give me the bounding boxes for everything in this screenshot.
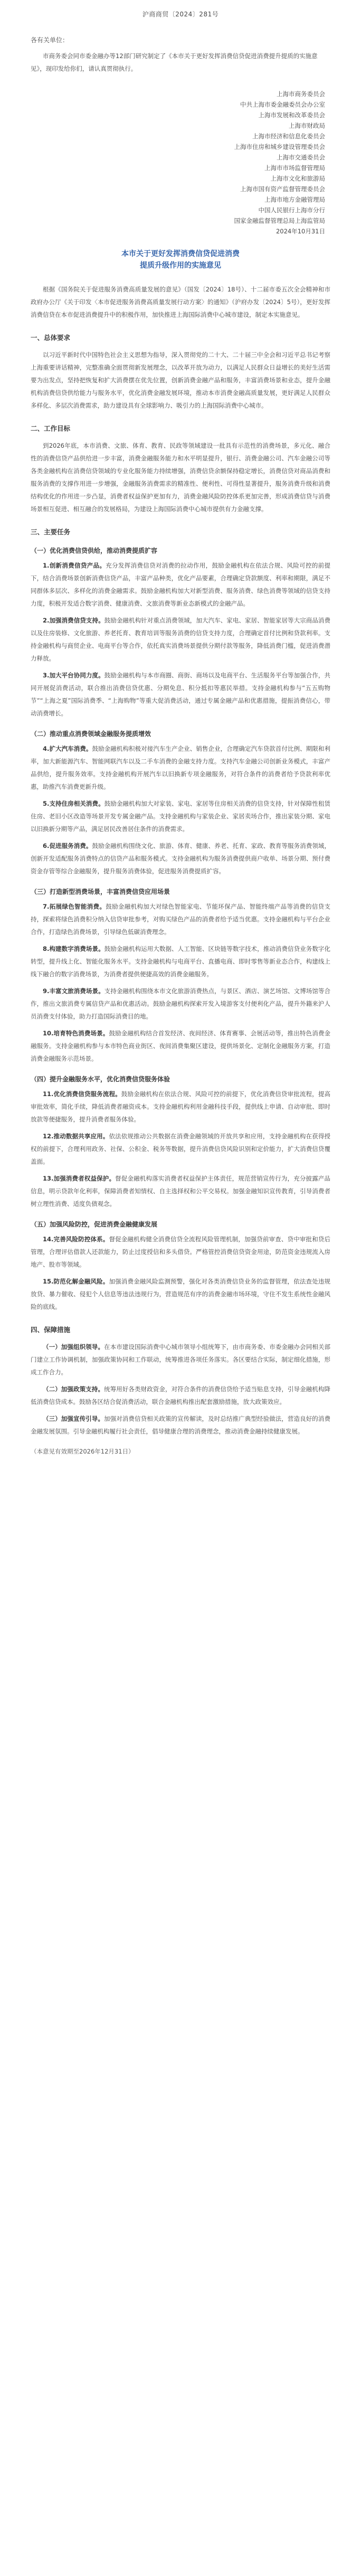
item-heading: （二）加强政策支持。 [43,1385,104,1393]
item-text: 督促金融机构落实消费者权益保护主体责任，规范营销宣传行为，充分披露产品信息，明示贷款年化利率，保障消费者知情权、自主选择权和公平交易权。加强金融知识宣传教育，引导消费者树立理性消费、适度负债观念。 [31,1175,331,1207]
section-heading: 一、总体要求 [31,334,71,342]
signer-item: 上海市地方金融管理局 [264,196,325,203]
item-text: 鼓励金融机构结合首发经济、夜间经济、体育赛事、会展活动等，推出特色消费金融服务。支持金融机构参与本市特色商业街区、夜间消费集聚区建设，提供场景化、定制化金融服务方案，打造消费金融服务示范场景。 [31,1030,331,1062]
list-item [31,900,330,938]
item-heading: 2.加强消费信贷支持。 [43,617,104,624]
signer-item: 中国人民银行上海市分行 [258,206,325,214]
item-heading: 5.支持住房相关消费。 [43,800,104,807]
signer-list [31,89,330,237]
item-heading: 8.构建数字消费场景。 [43,945,104,952]
list-item [31,1275,330,1313]
list-item [31,839,330,877]
subsection-heading: （四）提升金融服务水平，优化消费信贷服务体验 [31,1075,170,1083]
list-item [31,614,330,665]
signer-item: 上海市文化和旅游局 [270,175,325,182]
signer-item: 上海市发展和改革委员会 [258,111,325,119]
item-heading: （一）加强组织领导。 [43,1343,104,1351]
signer-item: 上海市商务委员会 [277,90,325,98]
validity-note: （本意见有效期至2026年12月31日） [31,1448,135,1455]
item-heading: 13.加强消费者权益保护。 [43,1175,116,1182]
section-heading: 二、工作目标 [31,424,71,432]
subsection-heading: （一）优化消费信贷供给，推动消费提质扩容 [31,547,158,554]
item-text: 鼓励金融机构加大对绿色智能家电、节能环保产品、智能终端产品等消费的信贷支持，探索将绿色消费积分纳入信贷审批参考，对购买绿色产品的消费者给予适当优惠。支持金融机构与平台企业合作，打造绿色消费场景，引导绿色低碳消费理念。 [31,903,330,936]
list-item [31,669,330,720]
item-text: 鼓励金融机构积极对接汽车生产企业、销售企业，合理确定汽车贷款首付比例、期限和利率，加大新能源汽车、智能网联汽车以及二手车消费的金融支持力度。支持汽车金融公司创新业务模式，丰富产品供给，提升服务效率。支持金融机构开展汽车以旧换新专项金融服务，对符合条件的消费者给予贷款利率优惠，助推汽车消费更新升级。 [31,745,330,790]
signer-item: 上海市经济和信息化委员会 [252,133,325,140]
item-text: 加强消费金融风险监测预警，强化对各类消费信贷业务的监督管理，依法查处违规放贷、暴力催收、侵犯个人信息等违法违规行为，营造规范有序的消费金融市场环境，守住不发生系统性金融风险的底线。 [31,1278,331,1310]
item-text: 统筹用好各类财政资金，对符合条件的消费信贷给予适当贴息支持，引导金融机构降低消费信贷成本。鼓励各区结合促消费活动，联合金融机构推出配套激励措施，放大政策效应。 [31,1385,331,1405]
list-item [31,797,330,835]
signer-item: 上海市国有资产监督管理委员会 [240,185,325,193]
list-item [31,1088,330,1126]
item-text: 鼓励金融机构加大对家装、家电、家居等住房相关消费的信贷支持，针对保障性租赁住房、老旧小区改造等场景开发专属金融产品。支持金融机构与家装企业、家居卖场合作，推出家装分期、家电以旧换新分期等产品，满足居民改善居住条件的消费需求。 [31,800,331,833]
item-text: 鼓励金融机构针对重点消费领域，加大汽车、家电、家居、智能家居等大宗商品消费以及住房装修、文化旅游、养老托育、教育培训等服务消费的信贷支持力度，合理确定首付比例和贷款利率。支持金融机构与商贸企业、电商平台等合作，依托真实消费场景提供分期付款等服务，降低消费门槛，促进消费潜力释放。 [31,617,331,662]
preamble-paragraph: 根据《国务院关于促进服务消费高质量发展的意见》（国发〔2024〕18号）、十二届市委五次全会精神和市政府办公厅《关于印发〈本市促进服务消费高质量发展行动方案〉的通知》（沪府办发〔2024〕5号），更好发挥消费信贷在本市促进消费提升中的积极作用，加快推进上海国际消费中心城市建设，制定本实施意见。 [31,286,330,318]
document-number: 沪商商贸〔2024〕281号 [142,11,219,18]
document-title-line: 本市关于更好发挥消费信贷促进消费 [121,250,240,258]
item-heading: 1.创新消费信贷产品。 [43,562,106,569]
list-item [31,1130,330,1168]
list-item [31,1412,330,1438]
subsection-heading: （三）打造新型消费场景，丰富消费信贷应用场景 [31,888,170,895]
subsection-heading: （五）加强风险防控，促进消费金融健康发展 [31,1221,158,1228]
item-text: 依法依规推动公共数据在消费金融领域的开放共享和应用，支持金融机构在获得授权的前提下，合理利用政务、社保、公积金、税务等数据，提升消费信贷风险识别和定价能力，扩大消费信贷覆盖面。 [31,1133,331,1165]
list-item [31,742,330,793]
signer-date: 2024年10月31日 [276,228,325,235]
list-item [31,1172,330,1210]
item-text: 加强对消费信贷相关政策的宣传解读，及时总结推广典型经验做法，营造良好的消费金融发展氛围。引导金融机构履行社会责任，倡导健康合理的消费理念，推动消费金融持续健康发展。 [31,1415,331,1435]
item-heading: 15.防范化解金融风险。 [43,1278,109,1285]
list-item [31,559,330,610]
item-heading: （三）加强宣传引导。 [43,1415,104,1422]
item-heading: 7.拓展绿色智能消费。 [43,903,106,910]
section-heading: 四、保障措施 [31,1326,71,1334]
item-text: 鼓励金融机构在依法合规、风险可控的前提下，优化消费信贷审批流程，提高审批效率，简化手续，降低消费者融资成本。支持金融机构利用金融科技手段，提供线上申请、自动审批、即时放款等便捷服务，提升消费者服务体验。 [31,1090,331,1123]
item-heading: 12.推动数据共享应用。 [43,1133,109,1140]
list-item [31,1341,330,1379]
section-paragraph: 到2026年底，本市消费、文旅、体育、教育、民政等领域建设一批具有示范性的消费场景，多元化、融合性的消费信贷产品供给进一步丰富，消费金融服务能力和水平明显提升，银行、消费金融公司、汽车金融公司等各类金融机构在消费信贷领域的专业化服务能力持续增强，消费信贷余额保持稳定增长，消费信贷对商品消费和服务消费的支撑作用进一步增强，金融服务消费需求的精准性、便利性、可得性显著提升，服务消费升级和消费结构优化的作用进一步凸显，消费者权益保护更加有力，消费金融风险防控体系更加完善，形成消费信贷与消费场景相互促进、相互融合的发展格局，为建设上海国际消费中心城市提供有力金融支撑。 [31,442,330,513]
item-heading: 10.培育特色消费场景。 [43,1030,109,1037]
signer-item: 中共上海市委金融委员会办公室 [240,101,325,108]
item-text: 在本市建设国际消费中心城市领导小组统筹下，由市商务委、市委金融办会同相关部门建立工作协调机制，加强政策协同和工作联动，统筹推进各项任务落实。各区要结合实际，制定细化措施，形成工作合力。 [31,1343,331,1376]
item-heading: 11.优化消费信贷服务流程。 [43,1090,121,1098]
list-item [31,1027,330,1065]
item-text: 鼓励金融机构围绕文化、旅游、体育、健康、养老、托育、家政、教育等服务消费领域，创新开发适配服务消费特点的信贷产品和服务模式。支持金融机构为服务消费提供商户收单、场景分期、预付费资金存管等综合金融服务，提升服务消费体验，促进服务消费提质扩容。 [31,842,330,875]
item-text: 支持金融机构围绕本市文化旅游消费热点，与景区、酒店、演艺场馆、文博场馆等合作，推出文旅消费专属信贷产品和优惠活动。鼓励金融机构探索开发入境游客支付便利化产品，提升外籍来沪人员消费支付体验，助力打造国际消费目的地。 [31,987,331,1020]
list-item [31,942,330,980]
subsection-heading: （二）推动重点消费领域金融服务提质增效 [31,730,151,738]
intro-paragraph: 市商务委会同市委金融办等12部门研究制定了《本市关于更好发挥消费信贷促进消费提升提质的实施意见》，现印发给你们，请认真贯彻执行。 [31,52,318,72]
item-text: 督促金融机构健全消费信贷全流程风险管理机制，加强贷前审查、贷中审批和贷后管理，合理评估借款人还款能力，防止过度授信和多头借贷。严格管控消费信贷资金用途，防范资金违规流入房地产、股市等领域。 [31,1235,331,1268]
item-text: 鼓励金融机构运用大数据、人工智能、区块链等数字技术，推动消费信贷业务数字化转型，提升线上化、智能化服务水平。支持金融机构与电商平台、直播电商、即时零售等新业态合作，构建线上线下融合的数字消费场景，为消费者提供便捷高效的消费金融服务。 [31,945,331,978]
item-heading: 6.促进服务消费。 [43,842,92,850]
item-heading: 3.加大平台协同力度。 [43,672,104,679]
item-heading: 9.丰富文旅消费场景。 [43,987,104,995]
item-heading: 14.完善风险防控体系。 [43,1235,109,1243]
list-item [31,985,330,1023]
signer-item: 上海市财政局 [289,122,325,129]
section-paragraph: 以习近平新时代中国特色社会主义思想为指导，深入贯彻党的二十大、二十届三中全会和习近平总书记考察上海重要讲话精神，完整准确全面贯彻新发展理念，以改革开放为动力，以满足人民群众日益增长的美好生活需要为出发点，坚持把恢复和扩大消费摆在优先位置，创新消费金融产品和服务，丰富消费场景和业态，提升金融机构消费信贷供给能力与服务水平，优化消费金融发展环境，推动本市消费金融高质量发展，更好满足人民群众多样化、多层次消费需求，助力建设具有全球影响力、吸引力的上海国际消费中心城市。 [31,351,330,409]
signer-item: 上海市住房和城乡建设管理委员会 [234,143,325,150]
signer-item: 上海市市场监督管理局 [264,164,325,172]
document-title-line: 提质升级作用的实施意见 [140,261,221,270]
signer-item: 国家金融监督管理总局上海监管局 [234,217,325,224]
list-item [31,1233,330,1271]
signer-item: 上海市交通委员会 [277,154,325,161]
salutation: 各有关单位： [31,36,69,44]
document-title [31,248,330,271]
item-text: 鼓励金融机构与本市商圈、商街、商场以及电商平台、生活服务平台等加强合作，共同开展促消费活动，联合推出消费信贷优惠、分期免息、积分抵扣等惠民举措。支持金融机构参与“五五购物节”“上海之夏”国际消费季、“上海购物”等重大促消费活动，通过专属金融产品和优惠措施，提振消费信心，带动消费增长。 [31,672,331,717]
list-item [31,1383,330,1408]
item-text: 充分发挥消费信贷对消费的拉动作用，鼓励金融机构在依法合规、风险可控的前提下，结合消费场景创新消费信贷产品，丰富产品种类，优化产品要素，合理确定贷款额度、利率和期限，满足不同群体多层次、多样化的消费金融需求。鼓励金融机构加大对新型消费、服务消费、绿色消费等领域的信贷支持力度，积极开发适合数字消费、健康消费、文旅消费等新业态新模式的金融产品。 [31,562,330,607]
section-heading: 三、主要任务 [31,528,71,536]
item-heading: 4.扩大汽车消费。 [43,745,92,752]
